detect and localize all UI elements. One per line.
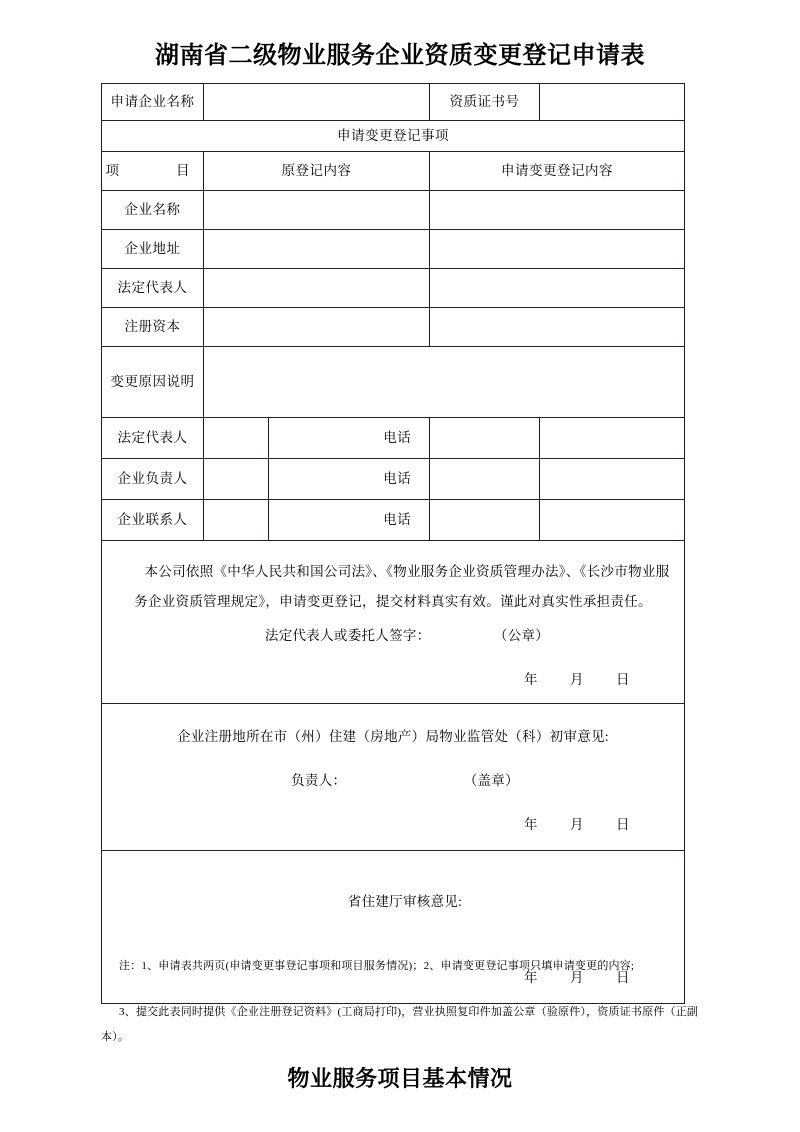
item-label-3: 注册资本 (102, 308, 204, 347)
note-line-3: 3、提交此表同时提供《企业注册登记资料》(工商局打印)，营业执照复印件加盖公章（验原件），资质证书原件（正副本）。 (101, 1006, 699, 1043)
label-cert-no: 资质证书号 (430, 84, 540, 121)
day-label: 日 (616, 672, 630, 687)
year-label: 年 (524, 817, 538, 832)
item-changed-0[interactable] (430, 191, 685, 230)
signature-label: 法定代表人或委托人签字： (264, 628, 431, 643)
contact-phone-label-0: 电话 (366, 418, 430, 459)
contact-phone-label-1: 电话 (366, 459, 430, 500)
table-row (102, 191, 685, 230)
table-row-provincial-review (102, 851, 685, 1004)
day-label: 日 (616, 970, 630, 985)
contact-name-1-ext[interactable] (269, 459, 366, 500)
contact-mobile-1[interactable] (540, 459, 685, 500)
bottom-section-title: 物业服务项目基本情况 (287, 1067, 513, 1092)
table-row (102, 500, 685, 541)
declaration-date-line (116, 665, 670, 695)
item-label-2: 法定代表人 (102, 269, 204, 308)
table-row (102, 230, 685, 269)
municipal-review-person-line (116, 766, 670, 796)
responsible-person-label: 负责人： (291, 773, 347, 788)
table-row-section-title (102, 121, 685, 152)
item-changed-1[interactable] (430, 230, 685, 269)
table-row (102, 459, 685, 500)
column-header-item: 项 目 (102, 152, 204, 191)
municipal-review-block (102, 704, 685, 851)
section-title: 申请变更登记事项 (102, 121, 685, 152)
table-row-column-headers (102, 152, 685, 191)
input-cert-no[interactable] (540, 84, 685, 121)
contact-phone-1[interactable] (430, 459, 540, 500)
municipal-review-heading: 企业注册地所在市（州）住建（房地产）局物业监管处（科）初审意见: (177, 729, 609, 744)
table-row (102, 418, 685, 459)
column-header-original: 原登记内容 (204, 152, 430, 191)
contact-name-1[interactable] (204, 459, 269, 500)
label-change-reason: 变更原因说明 (102, 347, 204, 418)
month-label: 月 (570, 817, 584, 832)
item-changed-2[interactable] (430, 269, 685, 308)
item-changed-3[interactable] (430, 308, 685, 347)
year-label: 年 (524, 970, 538, 985)
day-label: 日 (616, 817, 630, 832)
item-label-1: 企业地址 (102, 230, 204, 269)
table-row-change-reason (102, 347, 685, 418)
year-label: 年 (524, 672, 538, 687)
declaration-paragraph: 本公司依照《中华人民共和国公司法》、《物业服务企业资质管理办法》、《长沙市物业服务企业资质管理规定》，申请变更登记，提交材料真实有效。谨此对真实性承担责任。 (134, 564, 670, 609)
item-original-3[interactable] (204, 308, 430, 347)
contact-name-0[interactable] (204, 418, 269, 459)
item-original-1[interactable] (204, 230, 430, 269)
contact-name-2-ext[interactable] (269, 500, 366, 541)
contact-phone-2[interactable] (430, 500, 540, 541)
declaration-signature-line (116, 621, 670, 651)
month-label: 月 (570, 672, 584, 687)
month-label: 月 (570, 970, 584, 985)
contact-label-1: 企业负责人 (102, 459, 204, 500)
provincial-review-heading: 省住建厅审核意见: (347, 894, 463, 909)
column-header-changed: 申请变更登记内容 (430, 152, 685, 191)
page-title: 湖南省二级物业服务企业资质变更登记申请表 (155, 41, 645, 69)
table-row (102, 308, 685, 347)
contact-mobile-2[interactable] (540, 500, 685, 541)
note-line-1: 注：1、申请表共两页(申请变更事登记事项和项目服务情况)；2、申请变更登记事项只填申请变更的内容; (119, 960, 635, 972)
municipal-seal-label: （盖章） (463, 773, 519, 788)
contact-name-0-ext[interactable] (269, 418, 366, 459)
contact-phone-0[interactable] (430, 418, 540, 459)
contact-label-2: 企业联系人 (102, 500, 204, 541)
item-original-0[interactable] (204, 191, 430, 230)
official-seal-label: （公章） (493, 628, 550, 643)
input-company-name[interactable] (204, 84, 430, 121)
contact-name-2[interactable] (204, 500, 269, 541)
label-company-name: 申请企业名称 (102, 84, 204, 121)
item-original-2[interactable] (204, 269, 430, 308)
provincial-review-block (102, 851, 685, 1004)
contact-label-0: 法定代表人 (102, 418, 204, 459)
item-label-0: 企业名称 (102, 191, 204, 230)
declaration-block (102, 541, 685, 704)
table-row-company-header (102, 84, 685, 121)
municipal-review-date-line (116, 810, 670, 840)
table-row (102, 269, 685, 308)
qualification-change-form-table (101, 83, 685, 1004)
contact-phone-label-2: 电话 (366, 500, 430, 541)
table-row-municipal-review (102, 704, 685, 851)
input-change-reason[interactable] (204, 347, 685, 418)
contact-mobile-0[interactable] (540, 418, 685, 459)
table-row-declaration (102, 541, 685, 704)
